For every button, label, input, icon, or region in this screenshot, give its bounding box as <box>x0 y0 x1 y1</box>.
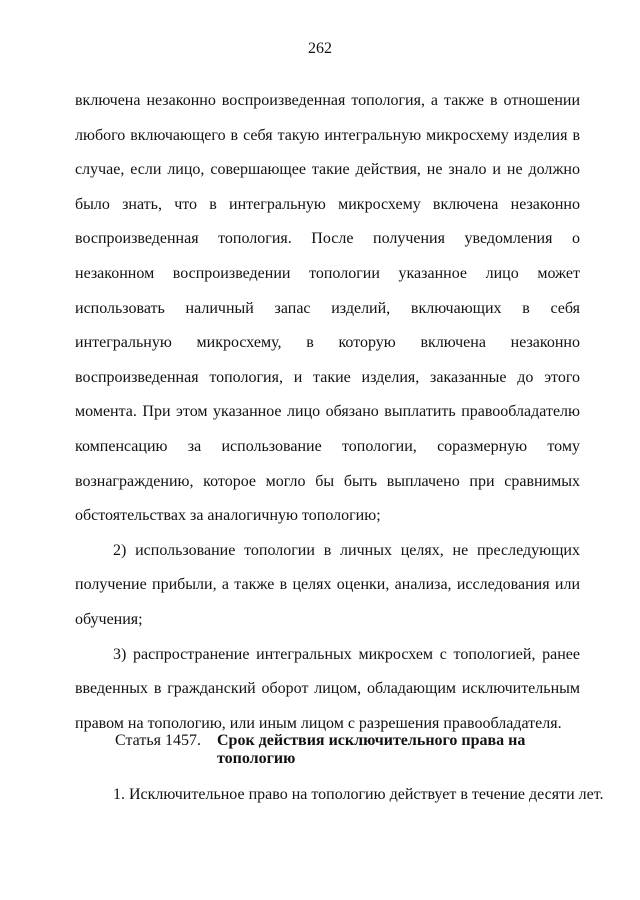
article-paragraph-1: 1. Исключительное право на топологию действует в течение десяти лет. <box>113 786 604 803</box>
page-number: 262 <box>308 40 332 57</box>
article-title: Срок действия исключительного права на топологию <box>217 732 526 767</box>
article-heading <box>115 732 585 768</box>
body-text <box>75 84 580 741</box>
article-number: Статья 1457. <box>115 732 201 749</box>
paragraph-item-3: 3) распространение интегральных микросхем с топологией, ранее введенных в гражданский оборот лицом, обладающим исключительным правом на топологию, или иным лицом с разрешения правообладателя. <box>75 645 580 732</box>
paragraph-item-2: 2) использование топологии в личных целях, не преследующих получение прибыли, а также в целях оценки, анализа, исследования или обучения; <box>75 541 580 628</box>
paragraph-continuation: включена незаконно воспроизведенная топология, а также в отношении любого включающего в себя такую интегральную микросхему изделия в случае, если лицо, совершающее такие действия, не знало и не должно было знать, что в интегральную микросхему включена незаконно воспроизведенная топология. После получения уведомления о незаконном воспроизведении топологии указанное лицо может использовать наличный запас изделий, включающих в себя интегральную микросхему, в которую включена незаконно воспроизведенная топология, и такие изделия, заказанные до этого момента. При этом указанное лицо обязано выплатить правообладателю компенсацию за использование топологии, соразмерную тому вознаграждению, которое могло бы быть выплачено при сравнимых обстоятельствах за аналогичную топологию; <box>75 92 580 525</box>
